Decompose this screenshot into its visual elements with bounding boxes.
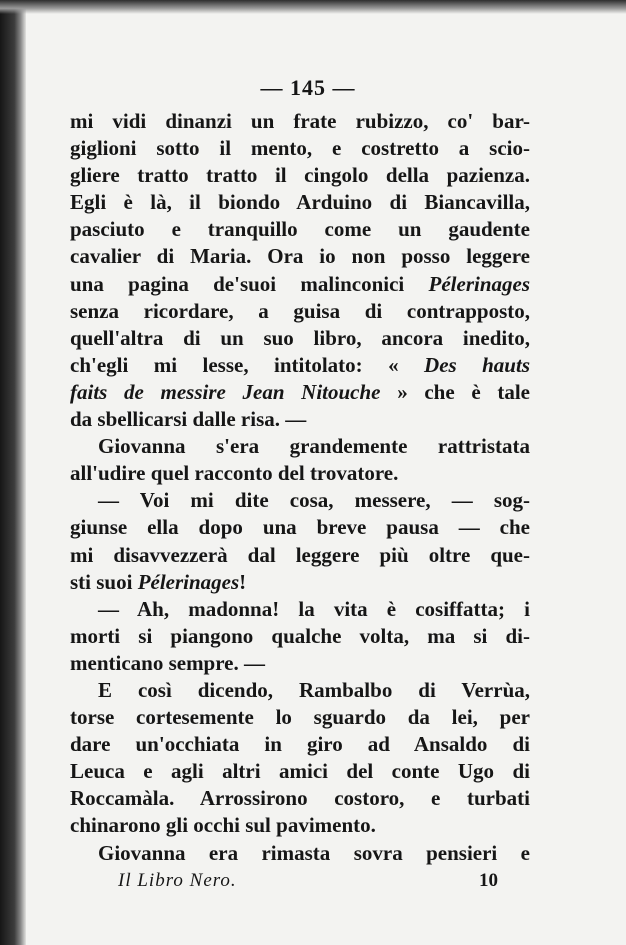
text-line: senza ricordare, a guisa di contrapposto, <box>70 298 530 323</box>
text-line: Roccamàla. Arrossirono costoro, e turbati <box>70 786 530 811</box>
text-line: da sbellicarsi dalle risa. — <box>70 407 307 432</box>
book-gutter-shadow <box>0 0 26 945</box>
text-line: quell'altra di un suo libro, ancora inedito, <box>70 325 530 350</box>
text-line: gliere tratto tratto il cingolo della pazienza. <box>70 163 530 188</box>
page-footer <box>118 870 498 900</box>
text-line: all'udire quel racconto del trovatore. <box>70 461 399 486</box>
text-line: E così dicendo, Rambalbo di Verrùa, <box>98 677 530 702</box>
page-text-block <box>70 72 530 867</box>
text-line: Giovanna era rimasta sovra pensieri e <box>98 840 530 865</box>
text-line: torse cortesemente lo sguardo da lei, per <box>70 705 530 730</box>
footer-signature-mark: 10 <box>479 870 498 891</box>
text-line: dare un'occhiata in giro ad Ansaldo di <box>70 732 530 757</box>
text-line: Leuca e agli altri amici del conte Ugo di <box>70 759 530 784</box>
text-line: mi disavvezzerà dal leggere più oltre que- <box>70 542 530 567</box>
text-line: — Voi mi dite cosa, messere, — sog- <box>98 488 530 513</box>
text-line: Giovanna s'era grandemente rattristata <box>98 434 530 459</box>
text-line: Egli è là, il biondo Arduino di Biancavilla, <box>70 190 530 215</box>
text-line: pasciuto e tranquillo come un gaudente <box>70 217 530 242</box>
text-line: chinarono gli occhi sul pavimento. <box>70 813 376 838</box>
page-number: — 145 — <box>260 75 356 100</box>
text-line: mi vidi dinanzi un frate rubizzo, co' bar- <box>70 109 530 133</box>
text-line: — Ah, madonna! la vita è cosiffatta; i <box>98 596 530 621</box>
text-line: giunse ella dopo una breve pausa — che <box>70 515 530 540</box>
text-line: faits de messire Jean Nitouche » che è tale <box>70 379 530 404</box>
text-line: una pagina de'suoi malinconici Pélerinages <box>70 271 530 296</box>
text-line: giglioni sotto il mento, e costretto a scio- <box>70 136 530 161</box>
footer-book-title: Il Libro Nero. <box>118 870 237 891</box>
top-edge-shadow <box>0 0 626 14</box>
text-line: menticano sempre. — <box>70 650 265 675</box>
text-line: ch'egli mi lesse, intitolato: « Des hauts <box>70 352 530 377</box>
body-text <box>70 108 530 867</box>
text-line: cavalier di Maria. Ora io non posso leggere <box>70 244 530 269</box>
text-line: morti si piangono qualche volta, ma si di- <box>70 623 530 648</box>
text-line: sti suoi Pélerinages! <box>70 569 247 594</box>
